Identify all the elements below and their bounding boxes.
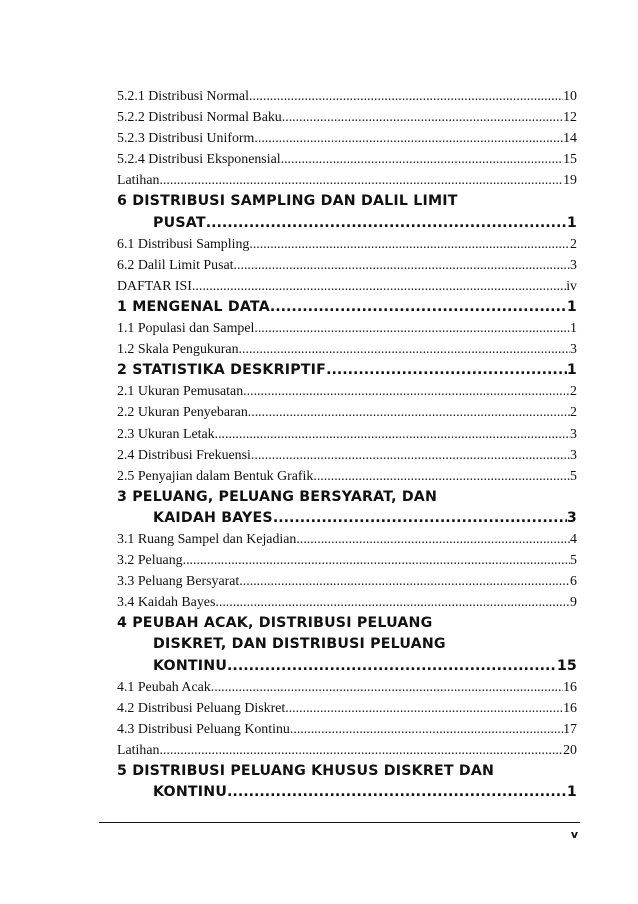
toc-entry-title: 2 STATISTIKA DESKRIPTIF: [117, 362, 327, 379]
toc-entry: [117, 677, 577, 698]
dot-leader: [239, 571, 570, 592]
toc-entry: [117, 170, 577, 191]
chapter-heading: DISKRET, DAN DISTRIBUSI PELUANG: [153, 636, 446, 653]
toc-entry-title: PUSAT: [153, 214, 206, 231]
toc-entry-title: 3.1 Ruang Sampel dan Kejadian: [117, 531, 297, 547]
chapter-heading: 3 PELUANG, PELUANG BERSYARAT, DAN: [117, 488, 438, 505]
toc-entry-page: iv: [566, 278, 577, 294]
toc-entry-page: 20: [563, 742, 577, 758]
toc-entry-page: 3: [570, 257, 577, 273]
toc-entry: [117, 592, 577, 613]
toc-entry-page: 16: [563, 700, 577, 716]
toc-entry-page: 9: [570, 595, 577, 611]
toc-entry: [117, 234, 577, 255]
toc-entry-title: 4.1 Peubah Acak: [117, 679, 211, 695]
toc-entry-title: KONTINU: [153, 784, 228, 801]
toc-entry: [117, 445, 577, 466]
dot-leader: [282, 107, 563, 128]
dot-leader: [326, 360, 567, 381]
dot-leader: [215, 424, 570, 445]
toc-entry-page: 19: [563, 173, 577, 189]
toc-entry-title: KAIDAH BAYES: [153, 509, 273, 526]
toc-entry-page: 3: [570, 342, 577, 358]
dot-leader: [251, 445, 570, 466]
toc-entry-page: 2: [570, 405, 577, 421]
toc-entry-title: 6.1 Distribusi Sampling: [117, 236, 250, 252]
dot-leader: [254, 128, 563, 149]
toc-entry: [117, 149, 577, 170]
toc-entry: [117, 276, 577, 297]
toc-entry-page: 4: [570, 531, 577, 547]
toc-entry-page: 15: [556, 657, 577, 674]
toc-entry-page: 15: [563, 152, 577, 168]
toc-entry: [117, 107, 577, 128]
toc-entry-page: 3: [566, 509, 577, 526]
chapter-heading: 4 PEUBAH ACAK, DISTRIBUSI PELUANG: [117, 615, 433, 632]
toc-entry-title: 2.1 Ukuran Pemusatan: [117, 384, 244, 400]
toc-entry-page: 1: [566, 362, 577, 379]
dot-leader: [270, 297, 567, 318]
toc-entry-page: 14: [563, 131, 577, 147]
dot-leader: [159, 740, 563, 761]
toc-entry: [117, 719, 577, 740]
toc-entry-title: Latihan: [117, 742, 160, 758]
toc-entry-page: 1: [570, 321, 577, 337]
toc-entry-page: 1: [566, 784, 577, 801]
toc-entry: [117, 424, 577, 445]
toc-entry-title: 1.2 Skala Pengukuran: [117, 342, 239, 358]
footer-rule: [99, 822, 580, 823]
toc-entry: [117, 402, 577, 423]
toc-entry: [117, 86, 577, 107]
dot-leader: [273, 508, 567, 529]
chapter-heading-last-line: [117, 656, 577, 677]
chapter-heading-last-line: [117, 782, 577, 803]
toc-entry-title: 4.3 Distribusi Peluang Kontinu: [117, 721, 290, 737]
toc-entry-page: 1: [566, 214, 577, 231]
toc-entry-page: 1: [566, 298, 577, 315]
toc-entry-title: Latihan: [117, 173, 160, 189]
toc-entry-title: 1 MENGENAL DATA: [117, 298, 270, 315]
dot-leader: [227, 782, 567, 803]
toc-entry: [117, 128, 577, 149]
toc-entry-title: KONTINU: [153, 657, 228, 674]
dot-leader: [249, 86, 563, 107]
toc-entry-title: 2.2 Ukuran Penyebaran: [117, 405, 248, 421]
toc-entry-title: 1.1 Populasi dan Sampel: [117, 321, 255, 337]
toc-entry-page: 5: [570, 468, 577, 484]
dot-leader: [290, 719, 563, 740]
toc-entry-page: 3: [570, 426, 577, 442]
toc-entry-title: 2.4 Distribusi Frekuensi: [117, 447, 251, 463]
toc-entry-page: 2: [570, 384, 577, 400]
page-number: v: [570, 828, 578, 841]
chapter-heading: [117, 360, 577, 381]
dot-leader: [285, 698, 563, 719]
dot-leader: [243, 381, 570, 402]
toc-entry: [117, 529, 577, 550]
toc-entry: [117, 318, 577, 339]
toc-entry: [117, 740, 577, 761]
chapter-heading: 5 DISTRIBUSI PELUANG KHUSUS DISKRET DAN: [117, 763, 495, 779]
toc-entry-page: 12: [563, 110, 577, 126]
dot-leader: [296, 529, 570, 550]
chapter-heading: 6 DISTRIBUSI SAMPLING DAN DALIL LIMIT: [117, 193, 458, 210]
toc-entry-title: 5.2.1 Distribusi Normal: [117, 89, 249, 104]
toc-entry: [117, 339, 577, 360]
toc-entry-title: 3.2 Peluang: [117, 553, 183, 569]
toc-entry-title: 5.2.3 Distribusi Uniform: [117, 131, 255, 147]
chapter-heading: [117, 297, 577, 318]
table-of-contents: [117, 86, 577, 803]
dot-leader: [234, 255, 571, 276]
toc-entry-page: 6: [570, 574, 577, 590]
toc-entry-page: 5: [570, 553, 577, 569]
toc-entry: [117, 255, 577, 276]
dot-leader: [227, 656, 557, 677]
dot-leader: [211, 677, 563, 698]
toc-entry-page: 10: [563, 89, 577, 104]
toc-entry: [117, 698, 577, 719]
toc-entry-title: 2.5 Penyajian dalam Bentuk Grafik: [117, 468, 314, 484]
dot-leader: [183, 550, 570, 571]
toc-entry-title: 4.2 Distribusi Peluang Diskret: [117, 700, 286, 716]
dot-leader: [239, 339, 571, 360]
toc-entry: [117, 381, 577, 402]
dot-leader: [249, 234, 570, 255]
toc-entry-title: 3.4 Kaidah Bayes: [117, 595, 216, 611]
dot-leader: [192, 276, 566, 297]
toc-entry-title: 2.3 Ukuran Letak: [117, 426, 215, 442]
dot-leader: [215, 592, 570, 613]
toc-entry: [117, 550, 577, 571]
toc-entry-title: 5.2.2 Distribusi Normal Baku: [117, 110, 282, 126]
dot-leader: [313, 466, 570, 487]
toc-entry-page: 16: [563, 679, 577, 695]
toc-entry-page: 3: [570, 447, 577, 463]
chapter-heading-last-line: [117, 508, 577, 529]
toc-entry-page: 2: [570, 236, 577, 252]
dot-leader: [254, 318, 570, 339]
dot-leader: [159, 170, 563, 191]
dot-leader: [281, 149, 564, 170]
dot-leader: [248, 402, 570, 423]
chapter-heading-last-line: [117, 213, 577, 234]
dot-leader: [206, 213, 567, 234]
toc-entry-title: 6.2 Dalil Limit Pusat: [117, 257, 234, 273]
toc-entry: [117, 466, 577, 487]
toc-entry-title: 5.2.4 Distribusi Eksponensial: [117, 152, 281, 168]
toc-entry-title: DAFTAR ISI: [117, 278, 192, 294]
toc-entry-page: 17: [563, 721, 577, 737]
toc-entry: [117, 571, 577, 592]
toc-entry-title: 3.3 Peluang Bersyarat: [117, 574, 240, 590]
